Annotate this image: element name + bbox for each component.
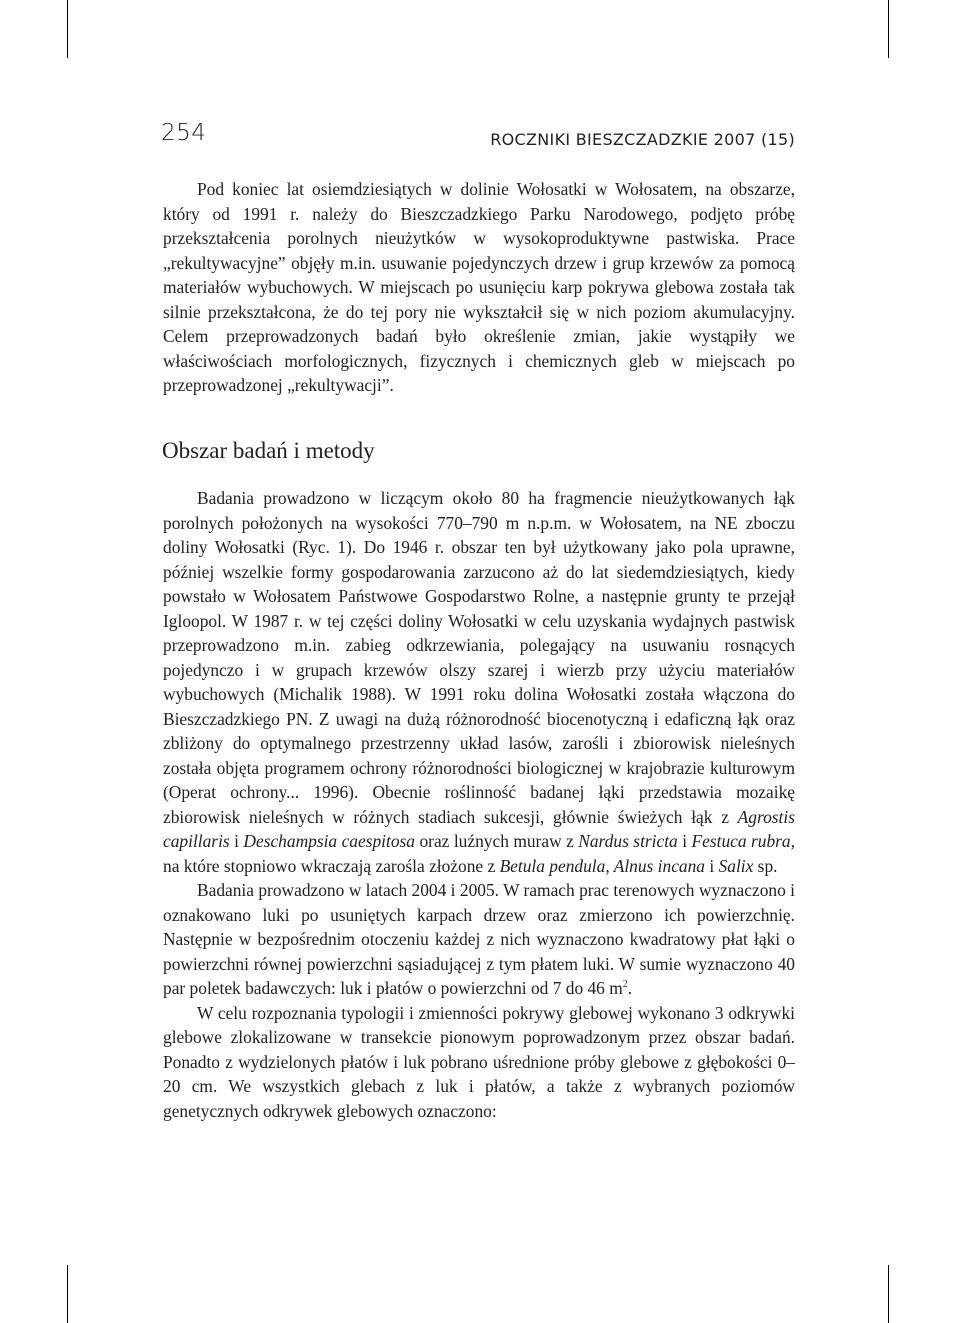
species-name: Betula pendula, Alnus incana bbox=[499, 855, 706, 876]
paragraph-text: . bbox=[627, 978, 633, 998]
paragraph-text: Badania prowadzono w liczącym około 80 ha fragmencie nieużytkowanych łąk porolnych położonych na wysokości 770–790 m n.p.m. w Wołosatem, na NE zboczu doliny Wołosatki (Ryc. 1). Do 1946 r. obszar ten był użytkowany jako pola uprawne, później wszelkie formy gospodarowania zarzucono aż do lat siedemdziesiątych, kiedy powstało w Wołosatem Państwowe Gospodarstwo Rolne, a następnie grunty te przejął Igloopol. W 1987 r. w tej części doliny Wołosatki w celu uzyskania wydajnych pastwisk przeprowadzono m.in. zabieg odkrzewiania, polegający na usuwaniu rosnących pojedynczo i w grupach krzewów olszy szarej i wierzb przy użyciu materiałów wybuchowych (Michalik 1988). W 1991 roku dolina Wołosatki została włączona do Bieszczadzkiego PN. Z uwagi na dużą różnorodność biocenotyczną i edaficzną łąk oraz zbliżony do optymalnego przestrzenny układ lasów, zarośli i zbiorowisk nieleśnych została objęta programem ochrony różnorodności biologicznej w krajobrazie kulturowym (Operat ochrony... 1996). Obecnie roślinność badanej łąki przedstawia mozaikę zbiorowisk nieleśnych w różnych stadiach sukcesji, głównie świeżych łąk z bbox=[163, 488, 795, 827]
intro-text-block bbox=[163, 177, 795, 398]
crop-mark bbox=[888, 0, 889, 58]
species-name: Agrostis capillaris bbox=[163, 806, 795, 851]
paragraph-text: i bbox=[677, 831, 692, 851]
crop-mark bbox=[888, 1265, 889, 1323]
paragraph-text: Badania prowadzono w latach 2004 i 2005. W ramach prac terenowych wyznaczono i oznakowano luki po usuniętych karpach drzew oraz zmierzono ich powierzchnię. Następnie w bezpośrednim otoczeniu każdej z nich wyznaczono kwadratowy płat łąki o powierzchni równej powierzchni sąsiadującej z tym płatem luki. W sumie wyznaczono 40 par poletek badawczych: luk i płatów o powierzchni od 7 do 46 m bbox=[163, 880, 795, 998]
superscript: 2 bbox=[622, 979, 628, 991]
paragraph-text: sp. bbox=[753, 855, 778, 876]
section-heading: Obszar badań i metody bbox=[162, 438, 375, 463]
paragraph-text: oraz luźnych muraw z bbox=[415, 831, 579, 851]
species-name: Nardus stricta bbox=[578, 831, 678, 851]
paragraph-text: i bbox=[705, 855, 719, 876]
crop-mark bbox=[67, 1265, 68, 1323]
species-name: Salix bbox=[718, 855, 754, 876]
species-name: Festuca rubra bbox=[691, 831, 791, 851]
paragraph-text: , na które stopniowo wkraczają zarośla złożone z bbox=[163, 831, 795, 876]
methods-text-block bbox=[163, 486, 795, 1123]
methods-paragraph-1 bbox=[163, 486, 795, 878]
species-name: Deschampsia caespitosa bbox=[243, 831, 415, 851]
paragraph-text: i bbox=[229, 831, 244, 851]
page-number: 254 bbox=[161, 120, 207, 146]
intro-paragraph: Pod koniec lat osiemdziesiątych w dolinie Wołosatki w Wołosatem, na obszarze, który od 1991 r. należy do Bieszczadzkiego Parku Narodowego, podjęto próbę przekształcenia porolnych nieużytków w wysokoproduktywne pastwiska. Prace „rekultywacyjne” objęły m.in. usuwanie pojedynczych drzew i grup krzewów za pomocą materiałów wybuchowych. W miejscach po usunięciu karp pokrywa glebowa została tak silnie przekształcona, że do tej pory nie wykształcił się w nich poziom akumulacyjny. Celem przeprowadzonych badań było określenie zmian, jakie wystąpiły we właściwościach morfologicznych, fizycznych i chemicznych gleb w miejscach po przeprowadzonej „rekultywacji”. bbox=[163, 179, 795, 395]
methods-paragraph-2 bbox=[163, 878, 795, 1001]
crop-mark bbox=[67, 0, 68, 58]
running-header: ROCZNIKI BIESZCZADZKIE 2007 (15) bbox=[490, 130, 795, 149]
methods-paragraph-3: W celu rozpoznania typologii i zmienności pokrywy glebowej wykonano 3 odkrywki glebowe zlokalizowane w transekcie pionowym poprowadzonym przez obszar badań. Ponadto z wydzielonych płatów i luk pobrano uśrednione próby glebowe z głębokości 0–20 cm. We wszystkich glebach z luk i płatów, a także z wybranych poziomów genetycznych odkrywek glebowych oznaczono: bbox=[163, 1002, 795, 1121]
